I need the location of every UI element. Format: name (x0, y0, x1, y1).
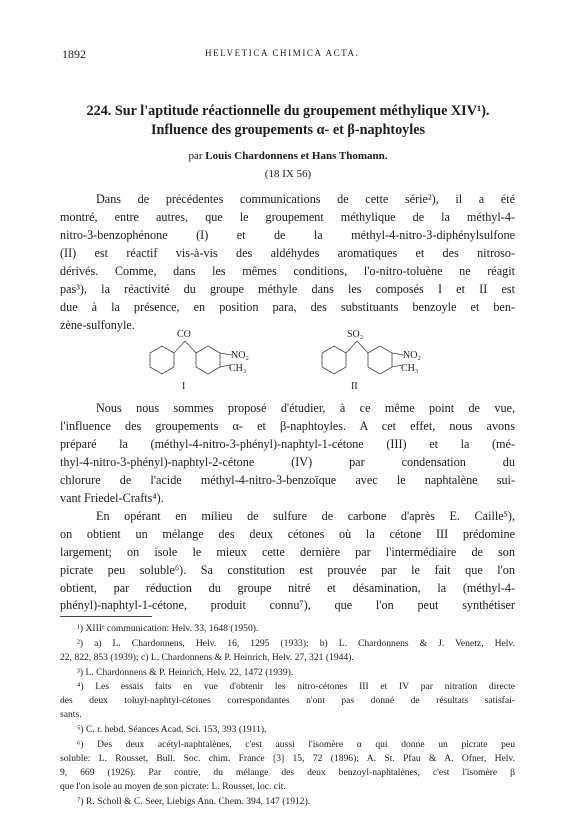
para1-line: pas³), la réactivité du groupe méthyle dans les composés I et II est (60, 282, 515, 296)
para2-line: l'influence des groupements α- et β-naphtoyles. A cet effet, nous avons (60, 419, 515, 433)
footnote: ³) L. Chardonnens & P. Heinrich, Helv. 22, 1472 (1939). (77, 667, 294, 678)
para2-line: thyl-4-nitro-3-phényl)-naphtyl-2-cétone (IV) par condensation du (60, 455, 515, 469)
chemical-structures-figure (140, 327, 440, 397)
para1-line: due à la présence, en position para, des substituants benzoyle et ben- (60, 300, 515, 314)
compound-ii-structure (322, 329, 421, 392)
compound-ii-group: SO₂ (347, 329, 364, 340)
compound-ii-methyl: CH₃ (401, 363, 419, 374)
para3-line: En opérant en milieu de sulfure de carbone d'après E. Caille⁵), (96, 509, 515, 523)
author-names: Louis Chardonnens et Hans Thomann. (205, 150, 388, 162)
para3-line: phényl)-naphtyl-1-cétone, produit connu⁷), que l'on peut synthétiser (60, 598, 515, 612)
compound-ii-nitro: NO₂ (403, 350, 421, 361)
running-head: HELVETICA CHIMICA ACTA. (205, 48, 360, 58)
footnote-rule (60, 616, 152, 617)
footnote: soluble: L. Rousset, Bull. Soc. chim. France [3] 15, 72 (1896); A. St. Pfau & A. Ofner, Helv. (60, 753, 515, 764)
article-title-line-1: 224. Sur l'aptitude réactionnelle du groupement méthylique XIV¹). (86, 103, 490, 119)
para3-line: picrate peu soluble⁶). Sa constitution est prouvée par le fait que l'on (60, 563, 515, 577)
para2-line: préparé la (méthyl-4-nitro-3-phényl)-naphtyl-1-cétone (III) et la (mé- (60, 437, 515, 451)
article-title-line-2: Influence des groupements α- et β-naphtoyles (150, 122, 426, 138)
author-line (60, 150, 516, 162)
para2-line: Nous nous sommes proposé d'étudier, à ce même point de vue, (96, 401, 515, 415)
footnote: ⁷) R. Scholl & C. Seer, Liebigs Ann. Chem. 394, 147 (1912). (77, 796, 311, 807)
para1-line: zène-sulfonyle. (60, 318, 135, 332)
footnote: sants. (60, 709, 82, 720)
footnote: que l'on isole au moyen de son picrate: L. Rousset, loc. cit. (60, 781, 286, 792)
compound-ii-label: II (351, 381, 358, 392)
footnote: ¹) XIIIᵉ communication: Helv. 33, 1648 (1950). (77, 623, 259, 634)
footnote: 9, 669 (1926). Par contre, du mélange des deux benzoyl-naphtalènes, c'est l'isomère β (60, 767, 515, 778)
para1-line: nitro-3-benzophénone (I) et de la méthyl-4-nitro-3-diphénylsulfone (60, 228, 515, 242)
compound-i-methyl: CH₃ (229, 363, 247, 374)
compound-i-nitro: NO₂ (231, 350, 249, 361)
page-number: 1892 (62, 47, 86, 61)
received-date: (18 IX 56) (264, 168, 312, 180)
footnote: ⁴) Les essais faits en vue d'obtenir les nitro-cétones III et IV par nitration directe (77, 681, 515, 692)
para2-line: vant Friedel-Crafts⁴). (60, 491, 164, 505)
footnote: ⁶) Des deux acétyl-naphtalènes, c'est aussi l'isomère α qui donne un picrate peu (77, 739, 515, 750)
compound-i-structure (150, 329, 249, 392)
footnote: ⁵) C. r. hebd. Séances Acad. Sci. 153, 393 (1911). (77, 724, 267, 735)
para3-line: largement; on isole le mieux cette dernière par l'intermédiaire de son (60, 545, 515, 559)
compound-i-group: CO (177, 329, 191, 340)
para1-line: dérivés. Comme, dans les mêmes conditions, l'o-nitro-toluène ne réagit (60, 264, 515, 278)
para2-line: chlorure de l'acide méthyl-4-nitro-3-benzoïque avec le naphtalène sui- (60, 473, 515, 487)
para1-line: Dans de précédentes communications de cette série²), il a été (96, 192, 515, 206)
authors-prefix: par (188, 150, 203, 162)
para3-line: obtient, par réduction du groupe nitré et désamination, la (méthyl-4- (60, 581, 515, 595)
footnote: des deux toluyl-naphtyl-cétones correspondantes n'ont pas donné de résultats satisfai- (60, 695, 515, 706)
para3-line: on obtient un mélange des deux cétones où la cétone III prédomine (60, 527, 515, 541)
compound-i-label: I (182, 381, 186, 392)
footnote: 22, 822, 853 (1939); c) L. Chardonnens & P. Heinrich, Helv. 27, 321 (1944). (60, 652, 354, 663)
para1-line: montré, entre autres, que le groupement méthylique de la méthyl-4- (60, 210, 515, 224)
footnote: ²) a) L. Chardonnens, Helv. 16, 1295 (1933); b) L. Chardonnens & J. Venetz, Helv. (77, 638, 515, 649)
para1-line: (II) est réactif vis-à-vis des aldéhydes aromatiques et des nitroso- (60, 246, 515, 260)
